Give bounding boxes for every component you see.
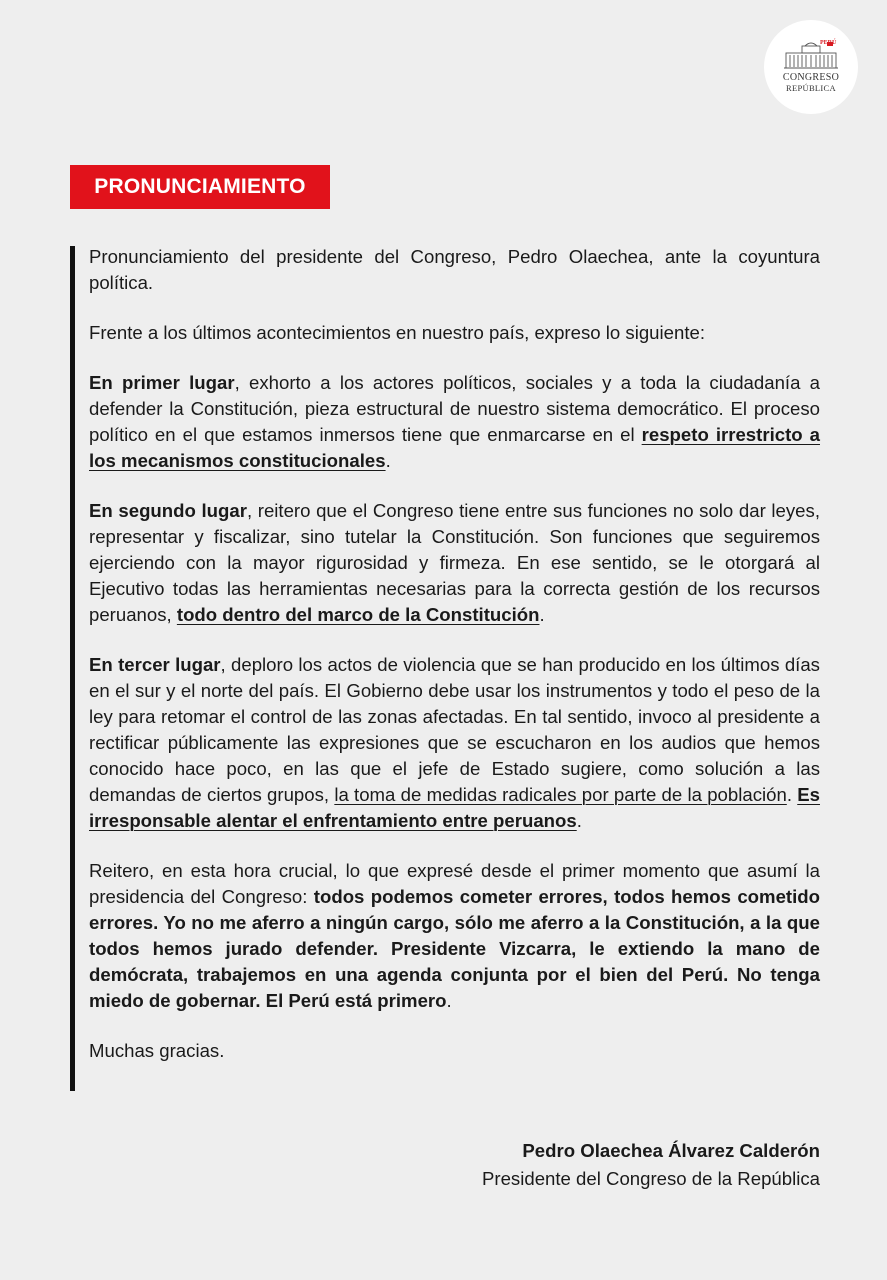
third-point-underlined: la toma de medidas radicales por parte de la población — [334, 784, 787, 805]
thanks-paragraph: Muchas gracias. — [89, 1040, 225, 1061]
first-point-emphasis: respeto irrestricto a los mecanismos constitucionales — [89, 424, 820, 471]
congreso-logo — [764, 20, 858, 114]
pronunciamiento-badge: PRONUNCIAMIENTO — [70, 165, 330, 209]
third-point-paragraph — [89, 652, 820, 834]
first-point-lead: En primer lugar — [89, 372, 235, 393]
signatory-name: Pedro Olaechea Álvarez Calderón — [522, 1140, 820, 1161]
second-point-end: . — [539, 604, 545, 625]
logo-republica-label: REPÚBLICA — [786, 82, 836, 93]
second-point-text: , reitero que el Congreso tiene entre sus funciones no solo dar leyes, representar y fiscalizar, sino tutelar la Constitución. Son funciones que seguiremos ejerciendo con la mayor rigurosidad y firmeza. En ese sentido, se le otorgará al Ejecutivo todas las herramientas necesarias para la correcta gestión de los recursos peruanos, — [89, 500, 820, 625]
second-point-emphasis: todo dentro del marco de la Constitución — [176, 604, 540, 625]
context-paragraph: Frente a los últimos acontecimientos en nuestro país, expreso lo siguiente: — [89, 322, 705, 343]
first-point-paragraph — [89, 370, 820, 474]
third-point-end: . — [576, 810, 582, 831]
closing-emphasis: todos podemos cometer errores, todos hemos cometido errores. Yo no me aferro a ningún cargo, sólo me aferro a la Constitución, a la que todos hemos jurado defender. Presidente Vizcarra, le extiendo la mano de demócrata, trabajemos en una agenda conjunta por el bien del Perú. No tenga miedo de gobernar. El Perú está primero — [89, 886, 820, 1011]
second-point-lead: En segundo lugar — [89, 500, 247, 521]
logo-country-label: PERÚ — [820, 40, 837, 46]
first-point-text: , exhorto a los actores políticos, sociales y a toda la ciudadanía a defender la Constitución, pieza estructural de nuestro sistema democrático. El proceso político en el que estamos inmersos tiene que enmarcarse en el — [89, 372, 821, 445]
closing-text: Reitero, en esta hora crucial, lo que expresé desde el primer momento que asumí la presidencia del Congreso: — [89, 860, 820, 907]
closing-paragraph — [89, 858, 820, 1014]
third-point-lead: En tercer lugar — [89, 654, 221, 675]
third-point-emphasis: Es irresponsable alentar el enfrentamiento entre peruanos — [89, 784, 820, 831]
signature-block — [482, 1137, 820, 1193]
first-point-end: . — [385, 450, 391, 471]
intro-paragraph: Pronunciamiento del presidente del Congreso, Pedro Olaechea, ante la coyuntura política. — [89, 246, 820, 293]
closing-end: . — [446, 990, 452, 1011]
third-point-separator: . — [786, 784, 798, 805]
logo-congreso-label: CONGRESO — [782, 71, 840, 83]
signatory-title: Presidente del Congreso de la República — [481, 1168, 820, 1189]
statement-body — [89, 244, 820, 1064]
left-accent-rule — [70, 246, 75, 1091]
third-point-text: , deploro los actos de violencia que se han producido en los últimos días en el sur y el norte del país. El Gobierno debe usar los instrumentos y todo el peso de la ley para retomar el control de las zonas afectadas. En tal sentido, invoco al presidente a rectificar públicamente las expresiones que se escucharon en los audios que hemos conocido hace poco, en las que el jefe de Estado sugiere, como solución a las demandas de ciertos grupos, — [89, 654, 820, 805]
second-point-paragraph — [89, 498, 820, 628]
